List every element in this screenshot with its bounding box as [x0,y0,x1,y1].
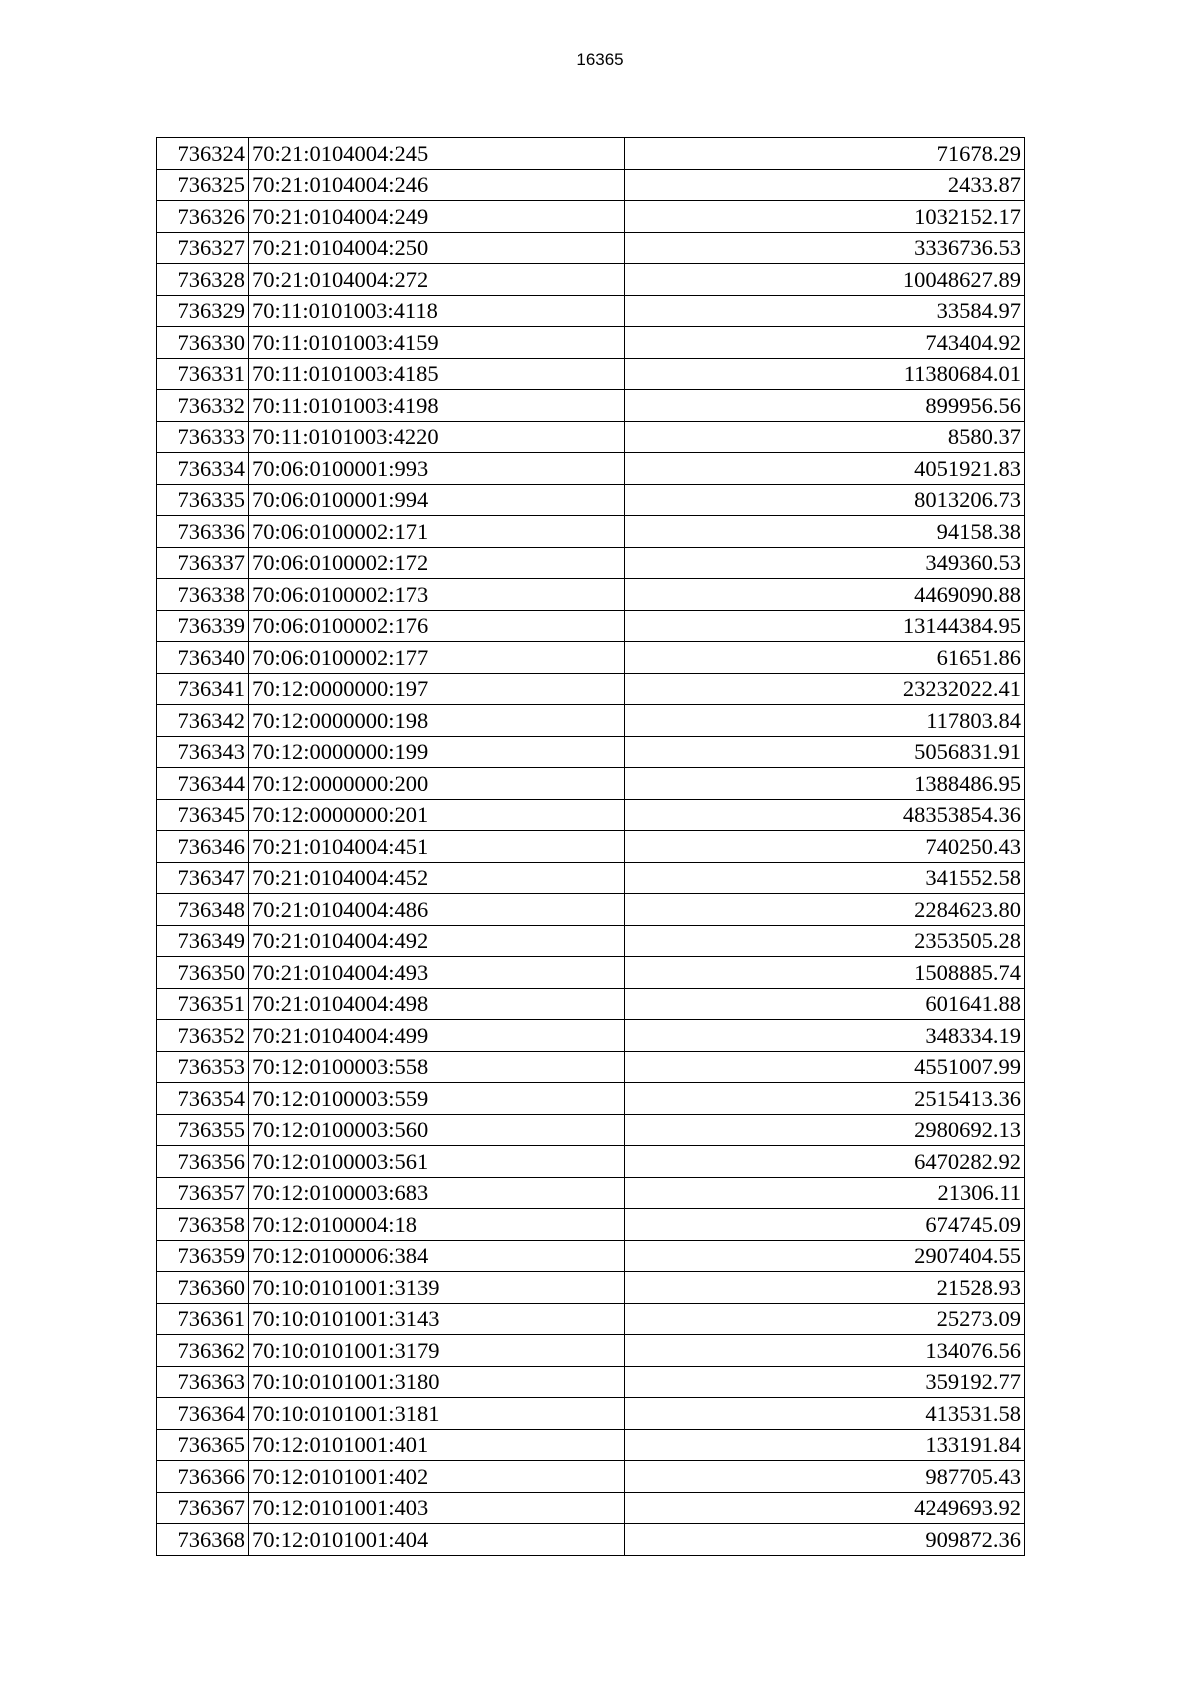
row-id-cell: 736339 [157,610,249,642]
row-id-cell: 736360 [157,1272,249,1304]
cadastral-number-cell: 70:21:0104004:249 [249,201,625,233]
row-id-cell: 736332 [157,390,249,422]
value-cell: 413531.58 [625,1398,1025,1430]
cadastral-number-cell: 70:11:0101003:4185 [249,358,625,390]
row-id-cell: 736333 [157,421,249,453]
row-id-cell: 736364 [157,1398,249,1430]
table-row [157,169,1025,201]
value-cell: 1032152.17 [625,201,1025,233]
cadastral-number-cell: 70:12:0000000:197 [249,673,625,705]
table-row [157,295,1025,327]
row-id-cell: 736368 [157,1524,249,1556]
row-id-cell: 736366 [157,1461,249,1493]
row-id-cell: 736330 [157,327,249,359]
value-cell: 743404.92 [625,327,1025,359]
cadastral-number-cell: 70:12:0100003:561 [249,1146,625,1178]
table-row [157,579,1025,611]
cadastral-number-cell: 70:12:0000000:200 [249,768,625,800]
cadastral-number-cell: 70:10:0101001:3143 [249,1303,625,1335]
value-cell: 4469090.88 [625,579,1025,611]
table-row [157,1209,1025,1241]
row-id-cell: 736336 [157,516,249,548]
cadastral-number-cell: 70:12:0101001:402 [249,1461,625,1493]
cadastral-number-cell: 70:06:0100002:171 [249,516,625,548]
cadastral-number-cell: 70:12:0100003:559 [249,1083,625,1115]
page-number: 16365 [576,50,624,69]
cadastral-number-cell: 70:10:0101001:3139 [249,1272,625,1304]
value-cell: 5056831.91 [625,736,1025,768]
table-row [157,1051,1025,1083]
table-row [157,1177,1025,1209]
table-row [157,484,1025,516]
cadastral-number-cell: 70:12:0100006:384 [249,1240,625,1272]
value-cell: 2353505.28 [625,925,1025,957]
value-cell: 6470282.92 [625,1146,1025,1178]
value-cell: 94158.38 [625,516,1025,548]
value-cell: 909872.36 [625,1524,1025,1556]
cadastral-number-cell: 70:10:0101001:3180 [249,1366,625,1398]
table-row [157,390,1025,422]
row-id-cell: 736341 [157,673,249,705]
table-row [157,1366,1025,1398]
table-row [157,138,1025,170]
cadastral-number-cell: 70:12:0000000:199 [249,736,625,768]
value-cell: 348334.19 [625,1020,1025,1052]
table-row [157,1083,1025,1115]
table-row [157,799,1025,831]
table-row [157,1335,1025,1367]
value-cell: 987705.43 [625,1461,1025,1493]
value-cell: 4051921.83 [625,453,1025,485]
value-cell: 48353854.36 [625,799,1025,831]
value-cell: 33584.97 [625,295,1025,327]
value-cell: 13144384.95 [625,610,1025,642]
row-id-cell: 736340 [157,642,249,674]
cadastral-number-cell: 70:11:0101003:4118 [249,295,625,327]
table-row [157,1146,1025,1178]
value-cell: 133191.84 [625,1429,1025,1461]
value-cell: 601641.88 [625,988,1025,1020]
value-cell: 23232022.41 [625,673,1025,705]
table-row [157,831,1025,863]
row-id-cell: 736355 [157,1114,249,1146]
cadastral-number-cell: 70:12:0101001:403 [249,1492,625,1524]
row-id-cell: 736365 [157,1429,249,1461]
cadastral-number-cell: 70:11:0101003:4198 [249,390,625,422]
value-cell: 8580.37 [625,421,1025,453]
value-cell: 61651.86 [625,642,1025,674]
row-id-cell: 736337 [157,547,249,579]
cadastral-number-cell: 70:21:0104004:272 [249,264,625,296]
cadastral-number-cell: 70:10:0101001:3179 [249,1335,625,1367]
row-id-cell: 736351 [157,988,249,1020]
row-id-cell: 736357 [157,1177,249,1209]
registry-table-body [157,138,1025,1556]
cadastral-number-cell: 70:21:0104004:486 [249,894,625,926]
cadastral-number-cell: 70:12:0101001:401 [249,1429,625,1461]
cadastral-number-cell: 70:11:0101003:4159 [249,327,625,359]
table-row [157,201,1025,233]
value-cell: 349360.53 [625,547,1025,579]
cadastral-number-cell: 70:21:0104004:452 [249,862,625,894]
table-row [157,610,1025,642]
row-id-cell: 736353 [157,1051,249,1083]
cadastral-number-cell: 70:12:0101001:404 [249,1524,625,1556]
table-row [157,988,1025,1020]
table-row [157,1020,1025,1052]
row-id-cell: 736342 [157,705,249,737]
table-row [157,1240,1025,1272]
table-row [157,642,1025,674]
value-cell: 2907404.55 [625,1240,1025,1272]
value-cell: 21528.93 [625,1272,1025,1304]
table-row [157,232,1025,264]
value-cell: 2980692.13 [625,1114,1025,1146]
cadastral-number-cell: 70:06:0100001:994 [249,484,625,516]
row-id-cell: 736344 [157,768,249,800]
row-id-cell: 736328 [157,264,249,296]
row-id-cell: 736343 [157,736,249,768]
cadastral-number-cell: 70:21:0104004:245 [249,138,625,170]
row-id-cell: 736348 [157,894,249,926]
value-cell: 674745.09 [625,1209,1025,1241]
row-id-cell: 736329 [157,295,249,327]
table-row [157,705,1025,737]
row-id-cell: 736347 [157,862,249,894]
value-cell: 8013206.73 [625,484,1025,516]
table-row [157,1398,1025,1430]
value-cell: 2284623.80 [625,894,1025,926]
value-cell: 2433.87 [625,169,1025,201]
row-id-cell: 736349 [157,925,249,957]
cadastral-number-cell: 70:21:0104004:451 [249,831,625,863]
row-id-cell: 736367 [157,1492,249,1524]
registry-table [156,137,1025,1556]
cadastral-number-cell: 70:21:0104004:498 [249,988,625,1020]
cadastral-number-cell: 70:21:0104004:499 [249,1020,625,1052]
cadastral-number-cell: 70:21:0104004:250 [249,232,625,264]
row-id-cell: 736356 [157,1146,249,1178]
table-row [157,862,1025,894]
value-cell: 1388486.95 [625,768,1025,800]
value-cell: 10048627.89 [625,264,1025,296]
table-row [157,736,1025,768]
table-row [157,1114,1025,1146]
table-row [157,894,1025,926]
value-cell: 21306.11 [625,1177,1025,1209]
table-row [157,673,1025,705]
row-id-cell: 736325 [157,169,249,201]
row-id-cell: 736362 [157,1335,249,1367]
row-id-cell: 736361 [157,1303,249,1335]
row-id-cell: 736354 [157,1083,249,1115]
value-cell: 1508885.74 [625,957,1025,989]
cadastral-number-cell: 70:12:0100003:683 [249,1177,625,1209]
cadastral-number-cell: 70:06:0100002:176 [249,610,625,642]
cadastral-number-cell: 70:12:0000000:198 [249,705,625,737]
table-row [157,957,1025,989]
row-id-cell: 736335 [157,484,249,516]
cadastral-number-cell: 70:12:0100004:18 [249,1209,625,1241]
table-row [157,453,1025,485]
table-row [157,264,1025,296]
row-id-cell: 736358 [157,1209,249,1241]
table-row [157,1429,1025,1461]
value-cell: 71678.29 [625,138,1025,170]
value-cell: 117803.84 [625,705,1025,737]
table-row [157,358,1025,390]
cadastral-number-cell: 70:12:0100003:558 [249,1051,625,1083]
cadastral-number-cell: 70:12:0100003:560 [249,1114,625,1146]
row-id-cell: 736346 [157,831,249,863]
table-row [157,1272,1025,1304]
value-cell: 899956.56 [625,390,1025,422]
cadastral-number-cell: 70:06:0100002:173 [249,579,625,611]
row-id-cell: 736334 [157,453,249,485]
row-id-cell: 736363 [157,1366,249,1398]
table-row [157,421,1025,453]
cadastral-number-cell: 70:06:0100002:172 [249,547,625,579]
table-row [157,547,1025,579]
row-id-cell: 736350 [157,957,249,989]
cadastral-number-cell: 70:06:0100002:177 [249,642,625,674]
table-row [157,516,1025,548]
value-cell: 740250.43 [625,831,1025,863]
cadastral-number-cell: 70:21:0104004:246 [249,169,625,201]
row-id-cell: 736327 [157,232,249,264]
cadastral-number-cell: 70:06:0100001:993 [249,453,625,485]
row-id-cell: 736359 [157,1240,249,1272]
value-cell: 4551007.99 [625,1051,1025,1083]
cadastral-number-cell: 70:11:0101003:4220 [249,421,625,453]
cadastral-number-cell: 70:10:0101001:3181 [249,1398,625,1430]
table-row [157,1303,1025,1335]
value-cell: 4249693.92 [625,1492,1025,1524]
table-row [157,1524,1025,1556]
table-row [157,1461,1025,1493]
row-id-cell: 736331 [157,358,249,390]
table-row [157,1492,1025,1524]
cadastral-number-cell: 70:21:0104004:492 [249,925,625,957]
row-id-cell: 736352 [157,1020,249,1052]
row-id-cell: 736345 [157,799,249,831]
row-id-cell: 736326 [157,201,249,233]
value-cell: 11380684.01 [625,358,1025,390]
value-cell: 341552.58 [625,862,1025,894]
value-cell: 3336736.53 [625,232,1025,264]
table-row [157,768,1025,800]
row-id-cell: 736338 [157,579,249,611]
table-row [157,925,1025,957]
cadastral-number-cell: 70:21:0104004:493 [249,957,625,989]
value-cell: 25273.09 [625,1303,1025,1335]
row-id-cell: 736324 [157,138,249,170]
value-cell: 2515413.36 [625,1083,1025,1115]
cadastral-number-cell: 70:12:0000000:201 [249,799,625,831]
value-cell: 134076.56 [625,1335,1025,1367]
value-cell: 359192.77 [625,1366,1025,1398]
table-row [157,327,1025,359]
